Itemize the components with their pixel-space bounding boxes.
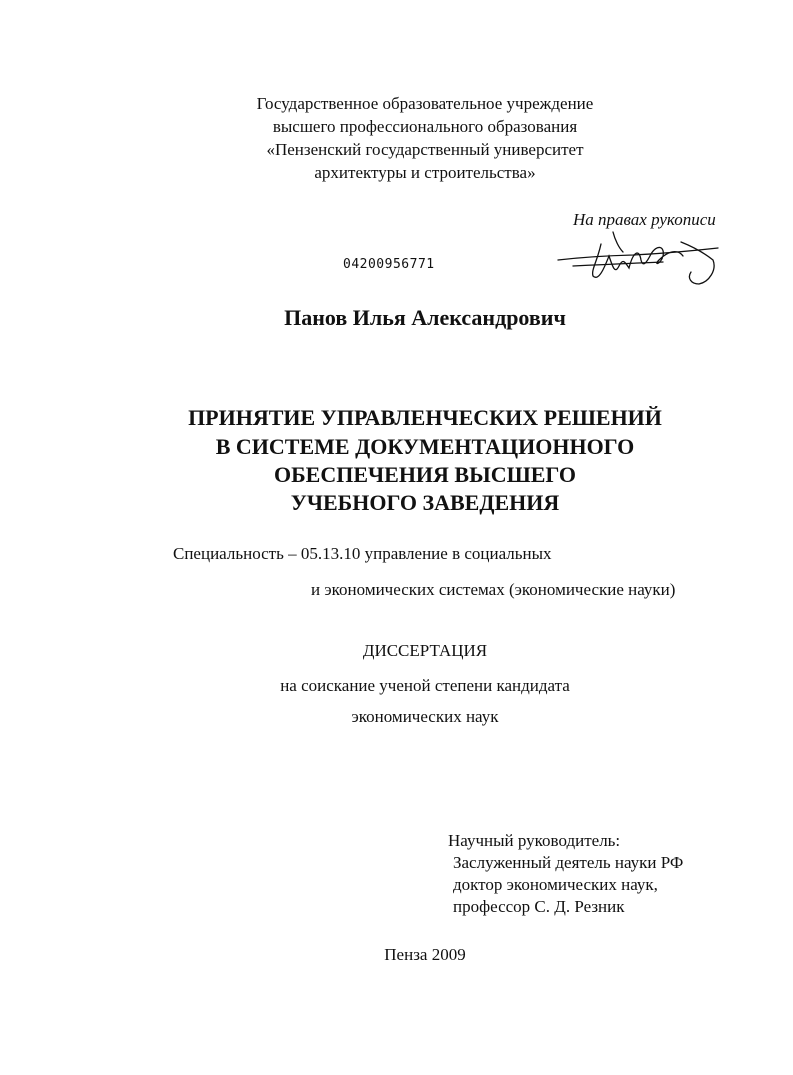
supervisor-heading: Научный руководитель: — [448, 831, 621, 850]
institution-line-3: «Пензенский государственный университет — [266, 140, 584, 159]
institution-line-4: архитектуры и строительства» — [314, 163, 536, 182]
supervisor-line-1: Заслуженный деятель науки РФ — [453, 853, 684, 872]
dissertation-title-line-1: ПРИНЯТИЕ УПРАВЛЕНЧЕСКИХ РЕШЕНИЙ — [188, 405, 662, 430]
supervisor-line-2: доктор экономических наук, — [453, 875, 658, 894]
supervisor-line-3: профессор С. Д. Резник — [453, 897, 625, 916]
degree-line-2: экономических наук — [351, 707, 499, 726]
work-type: ДИССЕРТАЦИЯ — [362, 641, 488, 660]
specialty-line-1: Специальность – 05.13.10 управление в социальных — [173, 544, 552, 563]
author-name: Панов Илья Александрович — [284, 305, 566, 330]
dissertation-title-line-3: ОБЕСПЕЧЕНИЯ ВЫСШЕГО — [274, 462, 576, 487]
dissertation-title-line-2: В СИСТЕМЕ ДОКУМЕНТАЦИОННОГО — [215, 434, 635, 459]
barcode-number: 04200956771 — [343, 257, 435, 272]
specialty-line-2: и экономических системах (экономические науки) — [311, 580, 676, 599]
signature-image — [553, 222, 723, 290]
manuscript-note: На правах рукописи — [573, 210, 716, 229]
institution-line-2: высшего профессионального образования — [272, 117, 578, 136]
dissertation-title-line-4: УЧЕБНОГО ЗАВЕДЕНИЯ — [290, 490, 560, 515]
institution-line-1: Государственное образовательное учреждение — [256, 94, 594, 113]
place-year: Пенза 2009 — [384, 945, 466, 964]
degree-line-1: на соискание ученой степени кандидата — [280, 676, 570, 695]
